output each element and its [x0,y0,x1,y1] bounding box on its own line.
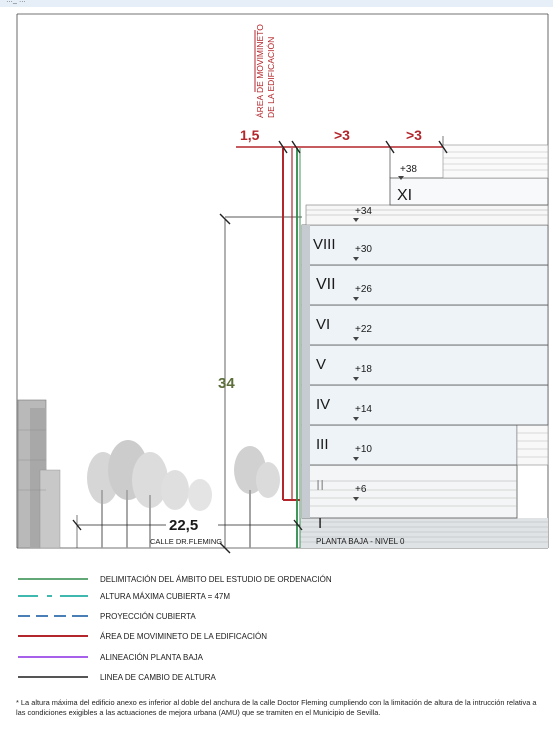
floor-label-VI: VI [316,316,331,333]
street-width-label: 22,5 [169,517,199,534]
floor-label-V: V [316,356,327,373]
legend-item-altura: ALTURA MÁXIMA CUBIERTA = 47M [100,592,231,601]
floor-label-VII: VII [316,276,336,293]
footnote: * La altura máxima del edificio anexo es inferior al doble del anchura de la calle Doctor Fleming cumpliendo con la limitación de altura de la intrucción relativa a las condiciones exigibles a las actuaciones de mejora urbana (AMU) que se tramiten en el Municipio de Sevilla. [16,698,537,717]
level-label-30: +30 [355,244,372,255]
floor-label-III: III [316,436,329,453]
level-label-10: +10 [355,444,372,455]
level-label-14: +14 [355,404,372,415]
legend-item-delimitacion: DELIMITACIÓN DEL ÁMBITO DEL ESTUDIO DE ORDENACIÓN [100,575,332,584]
existing-building-left [18,400,60,548]
floor-label-VIII: VIII [313,236,336,253]
level-label-26: +26 [355,284,372,295]
floor-label-XI: XI [397,187,413,204]
height-dimension-label: 34 [218,375,235,392]
dimension-gt3-a: >3 [334,127,350,143]
legend-item-proyeccion: PROYECCIÓN CUBIERTA [100,612,196,621]
floor-label-IV: IV [316,396,331,413]
vertical-label-line1: ÁREA DE MOVIMINETO [255,24,265,118]
legend-item-alineacion: ALINEACIÓN PLANTA BAJA [100,653,203,662]
setback-dimension: 1,5 [240,127,260,143]
floor-label-II: II [316,477,325,494]
level-label-18: +18 [355,364,372,375]
street-name-label: CALLE DR.FLEMING [150,537,223,546]
floor-label-I: I [318,515,323,532]
main-building [300,145,548,548]
level-label-22: +22 [355,324,372,335]
tree-group-right [234,446,280,548]
level-label-38: +38 [400,164,417,175]
dimension-gt3-b: >3 [406,127,422,143]
level-label-34: +34 [355,206,372,217]
legend [18,575,332,682]
ground-floor-label: PLANTA BAJA - NIVEL 0 [316,537,405,546]
level-label-6: +6 [355,484,367,495]
legend-item-cambio: LINEA DE CAMBIO DE ALTURA [100,673,216,682]
top-strip-text: …_ … [6,0,26,4]
legend-item-area: ÁREA DE MOVIMINETO DE LA EDIFICACIÓN [100,632,267,641]
vertical-label-line2: DE LA EDIFICACIÓN [266,36,276,118]
